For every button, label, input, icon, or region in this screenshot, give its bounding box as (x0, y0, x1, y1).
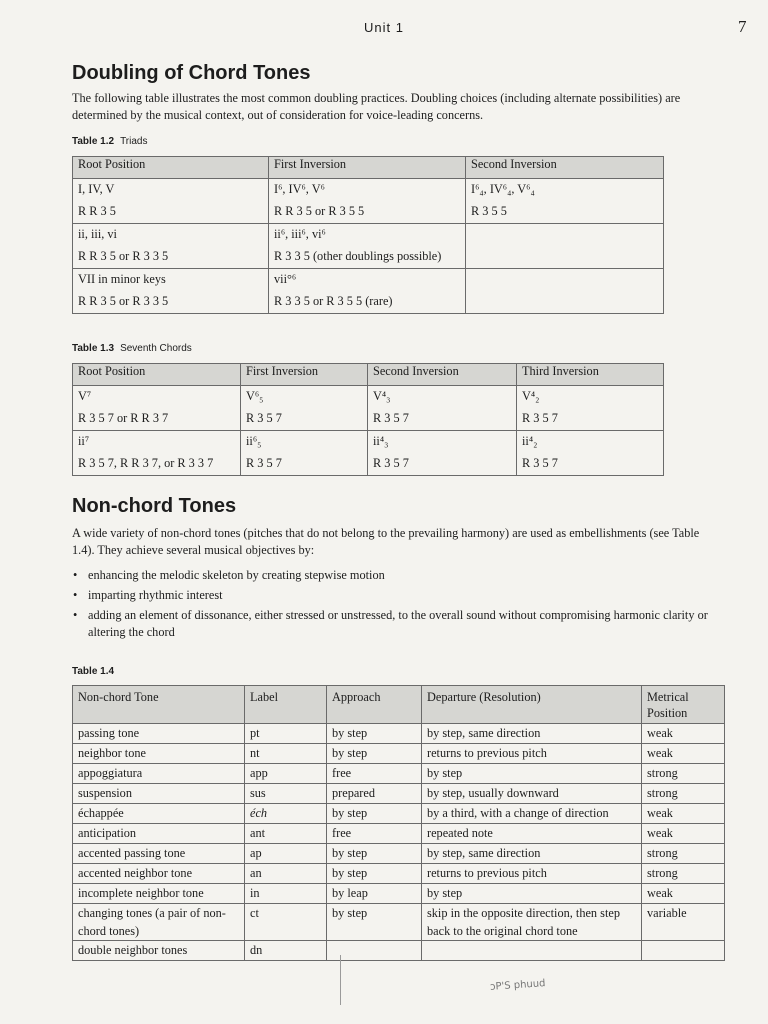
table-cell (241, 386, 368, 431)
table-cell: by step (327, 744, 422, 764)
table-row (73, 844, 725, 864)
table-cell: éch (245, 804, 327, 824)
table-cell: changing tones (a pair of non-chord tones) (73, 904, 245, 941)
table-cell: by step, same direction (422, 724, 642, 744)
table-row (73, 941, 725, 961)
handwritten-note: ɔP'S phuud (489, 978, 546, 993)
chord-symbol: I⁶₄, IV⁶₄, V⁶₄ (471, 182, 535, 196)
chord-symbol: vii°⁶ (274, 272, 297, 286)
table-cell: by step (327, 904, 422, 941)
table-cell: accented passing tone (73, 844, 245, 864)
table-row (73, 784, 725, 804)
chord-symbol: V⁷ (78, 389, 92, 403)
seventh-chords-table (72, 363, 664, 476)
table-1-3-caption (72, 343, 192, 354)
table-cell: accented neighbor tone (73, 864, 245, 884)
section-title-non-chord: Non-chord Tones (72, 495, 237, 517)
table-cell: ct (245, 904, 327, 941)
table-cell: free (327, 764, 422, 784)
chord-symbol: I, IV, V (78, 182, 115, 196)
header-cell: Non-chord Tone (73, 686, 245, 724)
chord-symbol: ii, iii, vi (78, 227, 117, 241)
table-row (73, 431, 664, 476)
chord-symbol: V⁴₃ (373, 389, 391, 403)
table-row (73, 904, 725, 941)
table-cell: suspension (73, 784, 245, 804)
header-cell: Root Position (73, 157, 269, 179)
table-cell: weak (642, 884, 725, 904)
table-cell (241, 431, 368, 476)
header-cell: First Inversion (269, 157, 466, 179)
table-cell: appoggiatura (73, 764, 245, 784)
table-cell: repeated note (422, 824, 642, 844)
table-cell (73, 224, 269, 269)
doubling: R 3 5 5 (471, 204, 507, 218)
table-row (73, 269, 664, 314)
table-cell: weak (642, 744, 725, 764)
table-cell (73, 269, 269, 314)
table-cell: returns to previous pitch (422, 864, 642, 884)
table-cell (269, 269, 466, 314)
table-row (73, 724, 725, 744)
table-cell (466, 269, 664, 314)
table-cell: dn (245, 941, 327, 961)
table-cell: strong (642, 764, 725, 784)
header-cell: Third Inversion (517, 364, 664, 386)
table-cell: skip in the opposite direction, then step back to the original chord tone (422, 904, 642, 941)
table-cell: nt (245, 744, 327, 764)
table-cell: by step (327, 844, 422, 864)
triads-table (72, 156, 664, 314)
non-chord-intro: A wide variety of non-chord tones (pitches that do not belong to the prevailing harmony) are used as embellishments (see Table 1.4). They achieve several musical objectives by: (72, 526, 700, 557)
chord-symbol: ii⁶₅ (246, 434, 262, 448)
list-item: • adding an element of dissonance, either stressed or unstressed, to the overall sound without compromising harmonic clarity or altering the chord (72, 607, 722, 641)
table-cell (517, 386, 664, 431)
table-cell: by step (422, 884, 642, 904)
header-cell: Second Inversion (466, 157, 664, 179)
doubling: R R 3 5 (78, 204, 116, 218)
chord-symbol: ii⁴₂ (522, 434, 538, 448)
table-row (73, 824, 725, 844)
table-cell: weak (642, 824, 725, 844)
table-row (73, 386, 664, 431)
table-cell (73, 431, 241, 476)
doubling: R 3 5 7 (246, 456, 282, 470)
table-cell: strong (642, 864, 725, 884)
table-cell: free (327, 824, 422, 844)
doubling-intro: The following table illustrates the most common doubling practices. Doubling choices (including alternate possibilities) are determined by the musical context, out of consideration for voice-leading concerns. (72, 91, 681, 122)
objectives-list (72, 567, 722, 644)
table-cell: strong (642, 784, 725, 804)
table-cell (269, 179, 466, 224)
table-1-2-title: Triads (120, 136, 148, 147)
table-cell: by step (327, 864, 422, 884)
header-cell: Metrical Position (642, 686, 725, 724)
doubling: R 3 3 5 (other doublings possible) (274, 249, 442, 263)
list-item: • enhancing the melodic skeleton by creating stepwise motion (72, 567, 722, 584)
table-cell (642, 941, 725, 961)
table-cell: passing tone (73, 724, 245, 744)
table-row (73, 764, 725, 784)
table-cell: by a third, with a change of direction (422, 804, 642, 824)
table-cell: weak (642, 804, 725, 824)
table-cell: neighbor tone (73, 744, 245, 764)
table-cell: ant (245, 824, 327, 844)
table-cell: returns to previous pitch (422, 744, 642, 764)
table-row (73, 884, 725, 904)
table-cell: prepared (327, 784, 422, 804)
doubling: R 3 5 7 (522, 411, 558, 425)
table-1-2-number: Table 1.2 (72, 136, 115, 147)
chord-symbol: ii⁷ (78, 434, 90, 448)
table-cell: incomplete neighbor tone (73, 884, 245, 904)
table-cell (73, 179, 269, 224)
doubling: R 3 5 7 (522, 456, 558, 470)
table-cell: by step (422, 764, 642, 784)
table-cell (73, 386, 241, 431)
header-cell: Root Position (73, 364, 241, 386)
table-1-4-number: Table 1.4 (72, 666, 115, 677)
table-row (73, 179, 664, 224)
doubling: R R 3 5 or R 3 5 5 (274, 204, 365, 218)
table-cell (466, 179, 664, 224)
chord-symbol: ii⁶, iii⁶, vi⁶ (274, 227, 326, 241)
doubling: R R 3 5 or R 3 3 5 (78, 249, 169, 263)
table-row (73, 864, 725, 884)
table-cell: by step, same direction (422, 844, 642, 864)
table-cell: by step, usually downward (422, 784, 642, 804)
chord-symbol: ii⁴₃ (373, 434, 389, 448)
header-cell: First Inversion (241, 364, 368, 386)
table-cell (422, 941, 642, 961)
table-cell (368, 431, 517, 476)
table-cell: sus (245, 784, 327, 804)
chord-symbol: V⁶₅ (246, 389, 264, 403)
doubling: R 3 5 7 or R R 3 7 (78, 411, 169, 425)
table-cell: échappée (73, 804, 245, 824)
table-cell: by leap (327, 884, 422, 904)
header-cell: Approach (327, 686, 422, 724)
doubling: R 3 5 7 (246, 411, 282, 425)
table-row (73, 224, 664, 269)
doubling: R 3 3 5 or R 3 5 5 (rare) (274, 294, 393, 308)
chord-symbol: VII in minor keys (78, 272, 166, 286)
table-cell: variable (642, 904, 725, 941)
table-cell: double neighbor tones (73, 941, 245, 961)
table-cell: ap (245, 844, 327, 864)
header-cell: Departure (Resolution) (422, 686, 642, 724)
table-cell: pt (245, 724, 327, 744)
table-row (73, 804, 725, 824)
chord-symbol: I⁶, IV⁶, V⁶ (274, 182, 325, 196)
table-cell (466, 224, 664, 269)
doubling: R 3 5 7, R R 3 7, or R 3 3 7 (78, 456, 214, 470)
table-1-4-caption (72, 666, 120, 677)
table-cell (368, 386, 517, 431)
running-head: Unit 1 (364, 20, 404, 35)
page-number: 7 (738, 17, 747, 36)
table-cell: app (245, 764, 327, 784)
chord-symbol: V⁴₂ (522, 389, 540, 403)
header-cell: Second Inversion (368, 364, 517, 386)
section-title-doubling: Doubling of Chord Tones (72, 62, 311, 84)
table-cell: weak (642, 724, 725, 744)
non-chord-tones-table (72, 685, 725, 961)
header-cell: Label (245, 686, 327, 724)
doubling: R 3 5 7 (373, 456, 409, 470)
table-1-3-title: Seventh Chords (120, 343, 192, 354)
table-cell: by step (327, 724, 422, 744)
table-cell (517, 431, 664, 476)
table-1-3-number: Table 1.3 (72, 343, 115, 354)
table-cell (269, 224, 466, 269)
table-cell: an (245, 864, 327, 884)
table-cell: anticipation (73, 824, 245, 844)
table-cell: by step (327, 804, 422, 824)
doubling: R 3 5 7 (373, 411, 409, 425)
table-cell: in (245, 884, 327, 904)
table-row (73, 744, 725, 764)
list-item: • imparting rhythmic interest (72, 587, 722, 604)
doubling: R R 3 5 or R 3 3 5 (78, 294, 169, 308)
table-cell: strong (642, 844, 725, 864)
pen-mark (340, 955, 341, 1005)
table-1-2-caption (72, 136, 147, 147)
